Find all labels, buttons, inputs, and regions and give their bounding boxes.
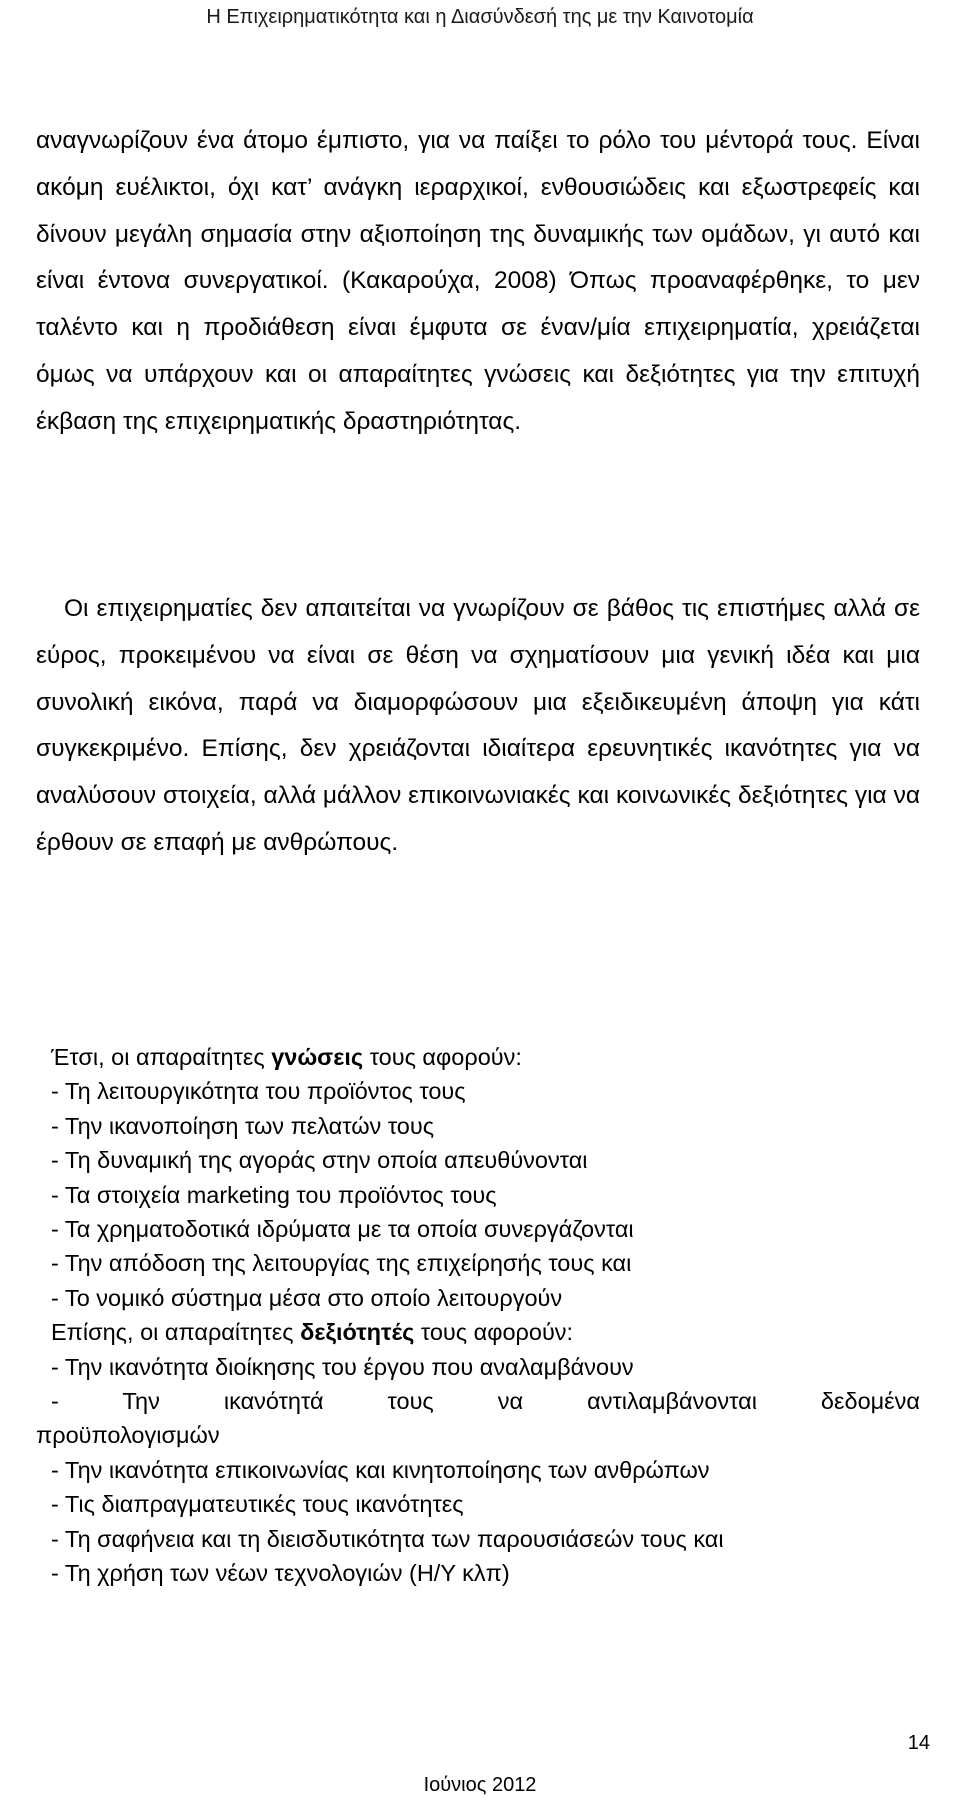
skills-item: - Την ικανότητα επικοινωνίας και κινητοποίησης των ανθρώπων [51,1456,710,1483]
requirements-list [36,1040,920,1591]
knowledge-item: - Την ικανοποίηση των πελατών τους [51,1112,435,1139]
knowledge-item: - Τα χρηματοδοτικά ιδρύματα με τα οποία συνεργάζονται [51,1216,634,1243]
skills-item: - Τις διαπραγματευτικές τους ικανότητες [51,1491,464,1518]
skills-item: - Την ικανότητα διοίκησης του έργου που αναλαμβάνουν [51,1353,634,1380]
knowledge-item: - Τα στοιχεία marketing του προϊόντος τους [51,1181,497,1208]
page-footer-date: Ιούνιος 2012 [423,1774,537,1796]
knowledge-intro: Έτσι, οι απαραίτητες γνώσεις τους αφορούν: [51,1044,522,1070]
knowledge-item: - Την απόδοση της λειτουργίας της επιχείρησής τους και [51,1250,632,1277]
body-paragraph-1: αναγνωρίζουν ένα άτομο έμπιστο, για να παίξει το ρόλο του μέντορά τους. Είναι ακόμη ευέλικτοι, όχι κατ’ ανάγκη ιεραρχικοί, ενθουσιώδεις και εξωστρεφείς και δίνουν μεγάλη σημασία στην αξιοποίηση της δυναμικής των ομάδων, γι αυτό και είναι έντονα συνεργατικοί. (Κακαρούχα, 2008) Όπως προαναφέρθηκε, το μεν ταλέντο και η προδιάθεση είναι έμφυτα σε έναν/μία επιχειρηματία, χρειάζεται όμως να υπάρχουν και οι απαραίτητες γνώσεις και δεξιότητες για την επιτυχή έκβαση της επιχειρηματικής δραστηριότητας. [36,127,920,435]
knowledge-item: - Τη λειτουργικότητα του προϊόντος τους [51,1078,466,1105]
knowledge-item: - Τη δυναμική της αγοράς στην οποία απευθύνονται [51,1147,588,1174]
skills-item: - Την ικανότητά τους να αντιλαμβάνονται δεδομένα [51,1388,920,1415]
skills-keyword: δεξιότητές [300,1319,415,1346]
skills-item: - Τη χρήση των νέων τεχνολογιών (Η/Υ κλπ) [51,1560,510,1587]
knowledge-item: - Το νομικό σύστημα μέσα στο οποίο λειτουργούν [51,1284,563,1311]
knowledge-keyword: γνώσεις [271,1044,364,1070]
skills-item: - Τη σαφήνεια και τη διεισδυτικότητα των παρουσιάσεών τους και [51,1525,724,1552]
body-paragraph-2: Οι επιχειρηματίες δεν απαιτείται να γνωρίζουν σε βάθος τις επιστήμες αλλά σε εύρος, προκειμένου να είναι σε θέση να σχηματίσουν μια γενική ιδέα και μια συνολική εικόνα, παρά να διαμορφώσουν μια εξειδικευμένη άποψη για κάτι συγκεκριμένο. Επίσης, δεν χρειάζονται ιδιαίτερα ερευνητικές ικανότητες για να αναλύσουν στοιχεία, αλλά μάλλον επικοινωνιακές και κοινωνικές δεξιότητες για να έρθουν σε επαφή με ανθρώπους. [36,595,920,856]
skills-item-continuation: προϋπολογισμών [36,1422,220,1449]
page-header: Η Επιχειρηματικότητα και η Διασύνδεσή της με την Καινοτομία [206,6,754,28]
skills-intro: Επίσης, οι απαραίτητες δεξιότητές τους αφορούν: [51,1319,574,1346]
page-number: 14 [907,1732,930,1754]
